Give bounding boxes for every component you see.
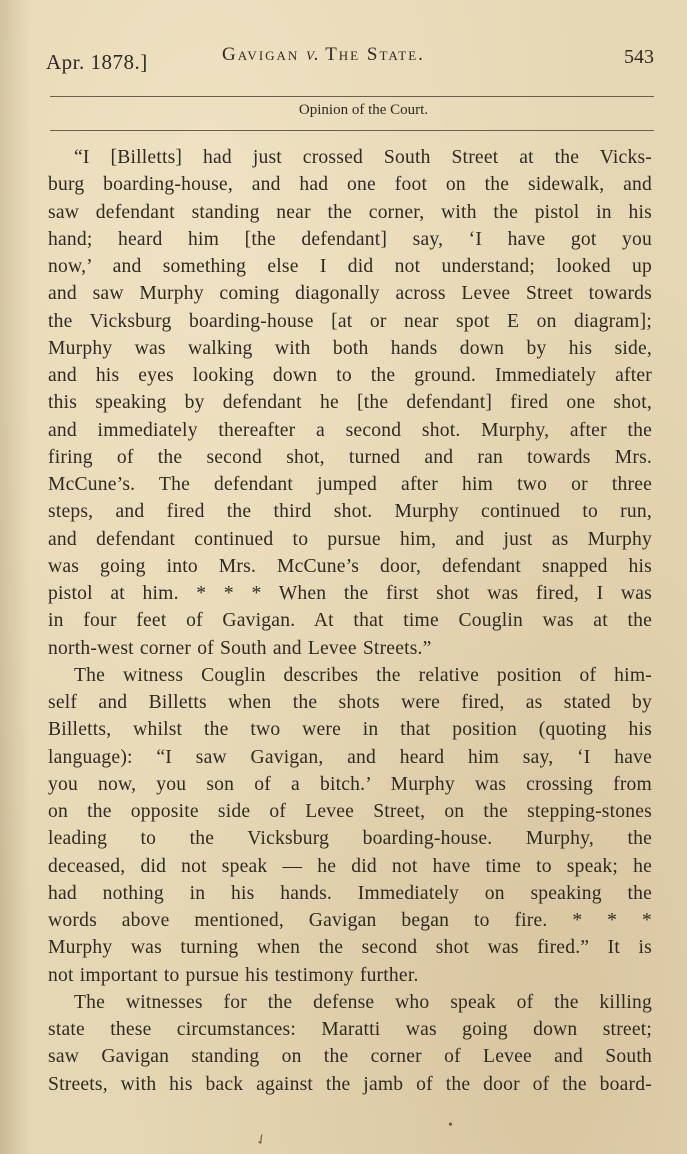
text-line: The witness Couglin describes the relative position of him- [74,664,652,686]
header-date: Apr. 1878.] [46,50,148,74]
text-line: and defendant continued to pursue him, and just as Murphy [48,528,652,550]
text-line: had nothing in his hands. Immediately on speaking the [48,882,652,904]
text-line: words above mentioned, Gavigan began to fire. * * * [48,910,652,931]
header-case-title-part2: The State. [318,44,425,65]
text-line: The witnesses for the defense who speak of the killing [74,991,652,1013]
text-line: deceased, did not speak — he did not have time to speak; he [48,855,652,877]
text-line: leading to the Vicksburg boarding-house. Murphy, the [48,828,652,850]
text-line: pistol at him. * * * When the first shot was fired, I was [48,583,652,604]
running-header [46,42,654,78]
text-line: and his eyes looking down to the ground. Immediately after [48,365,652,386]
header-rule-bottom [50,130,654,131]
text-line: self and Billetts when the shots were fired, as stated by [48,692,652,713]
text-line: Murphy was turning when the second shot was fired.” It is [48,937,652,959]
pencil-mark: ✓ [253,1131,271,1150]
text-line: north-west corner of South and Levee Streets.” [48,637,432,659]
header-rule-top [50,96,654,97]
text-line: hand; heard him [the defendant] say, ‘I have got you [48,228,652,250]
text-line: was going into Mrs. McCune’s door, defendant snapped his [48,555,652,577]
text-line: on the opposite side of Levee Street, on the stepping-stones [48,801,652,822]
text-line: Billetts, whilst the two were in that position (quoting his [48,719,652,741]
header-case-title [222,44,425,66]
text-line: not important to pursue his testimony further. [48,964,419,986]
text-line: steps, and fired the third shot. Murphy continued to run, [48,501,652,523]
text-line: you now, you son of a bitch.’ Murphy was crossing from [48,773,652,795]
text-line: state these circumstances: Maratti was going down street; [48,1019,652,1040]
text-line: this speaking by defendant he [the defendant] fired one shot, [48,392,652,414]
section-subheading: Opinion of the Court. [298,102,429,118]
text-line: language): “I saw Gavigan, and heard him say, ‘I have [48,746,652,768]
text-line: the Vicksburg boarding-house [at or near spot E on diagram]; [48,310,652,332]
text-line: burg boarding-house, and had one foot on the sidewalk, and [48,174,652,196]
text-line: saw defendant standing near the corner, with the pistol in his [48,201,652,223]
page-number: 543 [624,46,654,68]
text-line: McCune’s. The defendant jumped after him two or three [48,474,652,495]
header-case-versus: v. [306,44,319,65]
text-line: and saw Murphy coming diagonally across Levee Street towards [48,283,652,305]
text-line: and immediately thereafter a second shot. Murphy, after the [48,419,652,441]
text-line: firing of the second shot, turned and ran towards Mrs. [48,446,652,468]
text-line: in four feet of Gavigan. At that time Couglin was at the [48,610,652,632]
text-line: “I [Billetts] had just crossed South Street at the Vicks- [74,147,652,168]
text-line: now,’ and something else I did not understand; looked up [48,256,652,277]
header-case-title-part1: Gavigan [222,44,307,65]
ink-speck: • [448,1118,453,1133]
text-line: saw Gavigan standing on the corner of Levee and South [48,1046,652,1068]
text-line: Murphy was walking with both hands down by his side, [48,337,652,359]
text-line: Streets, with his back against the jamb of the door of the board- [48,1073,652,1095]
body-text [48,144,652,1098]
